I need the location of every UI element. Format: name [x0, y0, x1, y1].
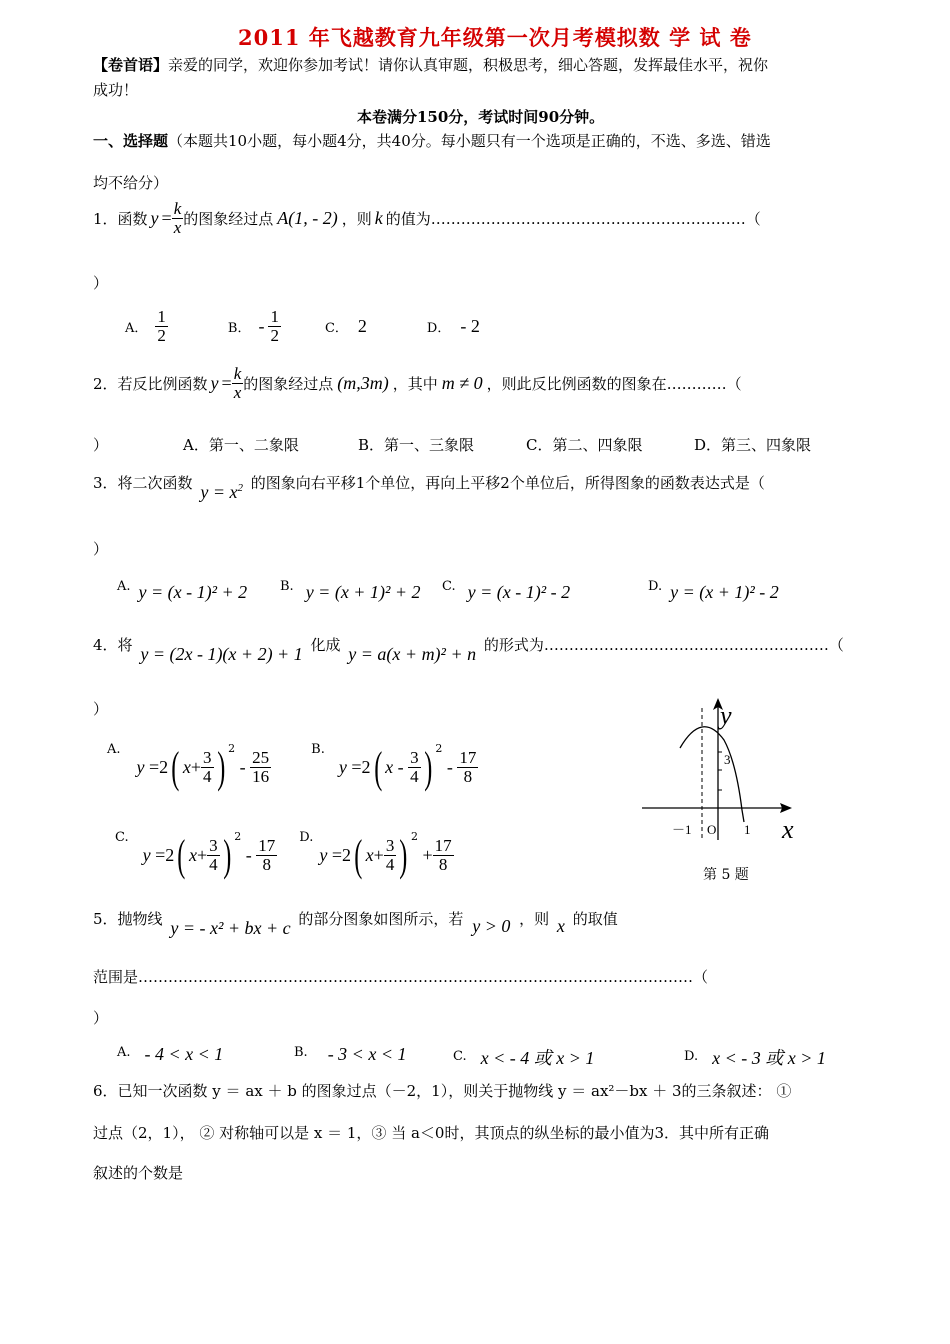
section-label: 一、选择题 — [93, 132, 169, 150]
x-axis-label: x — [782, 815, 794, 844]
q1-close: ） — [93, 274, 109, 292]
question-6-line2: 过点（2，1）， ② 对称轴可以是 x ＝ 1，③ 当 a＜0时，其顶点的纵坐标的最小值为3．其中所有正确 — [93, 1124, 770, 1142]
q2-option-b: B．第一、三象限 — [358, 436, 475, 454]
section-desc-2: 均不给分） — [93, 174, 169, 192]
q3-option-d: D. y = (x + 1)² - 2 — [648, 579, 779, 602]
q2-close: ） — [93, 436, 109, 454]
q1-fraction: $\frac{k}{x}$ — [173, 199, 182, 237]
preface-line1: 亲爱的同学，欢迎你参加考试！请你认真审题，积极思考，细心答题，发挥最佳水平，祝你 — [168, 56, 769, 74]
label-neg1: －1 — [672, 822, 692, 837]
q2-option-c: C．第二、四象限 — [526, 436, 643, 454]
question-3: 3．将二次函数 $y = x^2$ 的图象向右平移1个单位，再向上平移2个单位后，所得图象的函数表达式是（ — [93, 474, 765, 502]
preface-label: 【卷首语】 — [93, 56, 169, 74]
label-origin: O — [707, 822, 717, 837]
q5-graph — [636, 690, 816, 850]
preface-line2: 成功！ — [93, 81, 139, 99]
q1-options: A． $\frac{1}{2}$ B． - $\frac{1}{2}$ C． 2 D． - 2 — [125, 307, 480, 345]
q5-option-b: B. - 3 < x < 1 — [294, 1044, 407, 1064]
q3-option-b: B. y = (x + 1)² + 2 — [280, 579, 421, 602]
question-2: 2．若反比例函数 y = $\frac{k}{x}$ 的图象经过点 (m,3m) ，其中 m ≠ 0 ，则此反比例函数的图象在…………（ — [93, 364, 742, 402]
q5-line2: 范围是…………………………………………………………………………………………………（ — [93, 968, 709, 986]
q5-close: ） — [93, 1009, 109, 1027]
q5-option-d: D. x < - 3 或 x > 1 — [684, 1048, 826, 1068]
section-header — [93, 130, 771, 151]
q3-option-c: C. y = (x - 1)² - 2 — [442, 579, 571, 602]
q2-option-d: D．第三、四象限 — [694, 436, 812, 454]
score-note: 本卷满分150分，考试时间90分钟。 — [357, 108, 605, 126]
q4-options-row1: A. y =2 ( x + $\frac{3}{4}$ ) $^2$ - $\frac{25}{16}$ B. y =2 ( x - $\frac{3}{4}$ ) $^2$ - $\frac{17}{8}$ — [107, 742, 477, 792]
page-title: 2011 年飞越教育九年级第一次月考模拟数 学 试 卷 — [238, 25, 752, 50]
section-desc: （本题共10小题，每小题4分，共40分。每小题只有一个选项是正确的，不选、多选、错选 — [168, 132, 771, 150]
question-6-line1: 6．已知一次函数 y ＝ ax ＋ b 的图象过点（－2，1），则关于抛物线 y ＝ ax²－bx ＋ 3的三条叙述： ① — [93, 1082, 792, 1100]
q3-option-a: A. y = (x - 1)² + 2 — [117, 579, 248, 602]
y-axis-label: y — [720, 701, 732, 730]
q5-option-c: C. x < - 4 或 x > 1 — [453, 1048, 595, 1068]
q4-options-row2: C. y =2 ( x + $\frac{3}{4}$ ) $^2$ - $\frac{17}{8}$ D. y =2 ( x + $\frac{3}{4}$ ) $^2$ + $\frac{17}{8}$ — [115, 830, 452, 880]
question-1: 1．函数 y = $\frac{k}{x}$ 的图象经过点 A(1, - 2) ，则 k 的值为 ………………………………………………………（ — [93, 199, 761, 237]
preface — [93, 54, 768, 75]
figure-caption: 第 5 题 — [703, 867, 749, 883]
q3-close: ） — [93, 540, 109, 558]
label-1: 1 — [744, 822, 751, 837]
question-6-line3: 叙述的个数是 — [93, 1164, 184, 1182]
label-3: 3 — [724, 752, 731, 767]
q5-option-a: A. - 4 < x < 1 — [117, 1044, 224, 1064]
question-4: 4．将 y = (2x - 1)(x + 2) + 1 化成 y = a(x + m)² + n 的形式为…………………………………………………（ — [93, 636, 844, 664]
q4-close: ） — [93, 700, 109, 718]
q2-option-a: A．第一、二象限 — [183, 436, 299, 454]
question-5: 5．抛物线 y = - x² + bx + c 的部分图象如图所示，若 y > 0 ，则 x 的取值 — [93, 910, 618, 938]
